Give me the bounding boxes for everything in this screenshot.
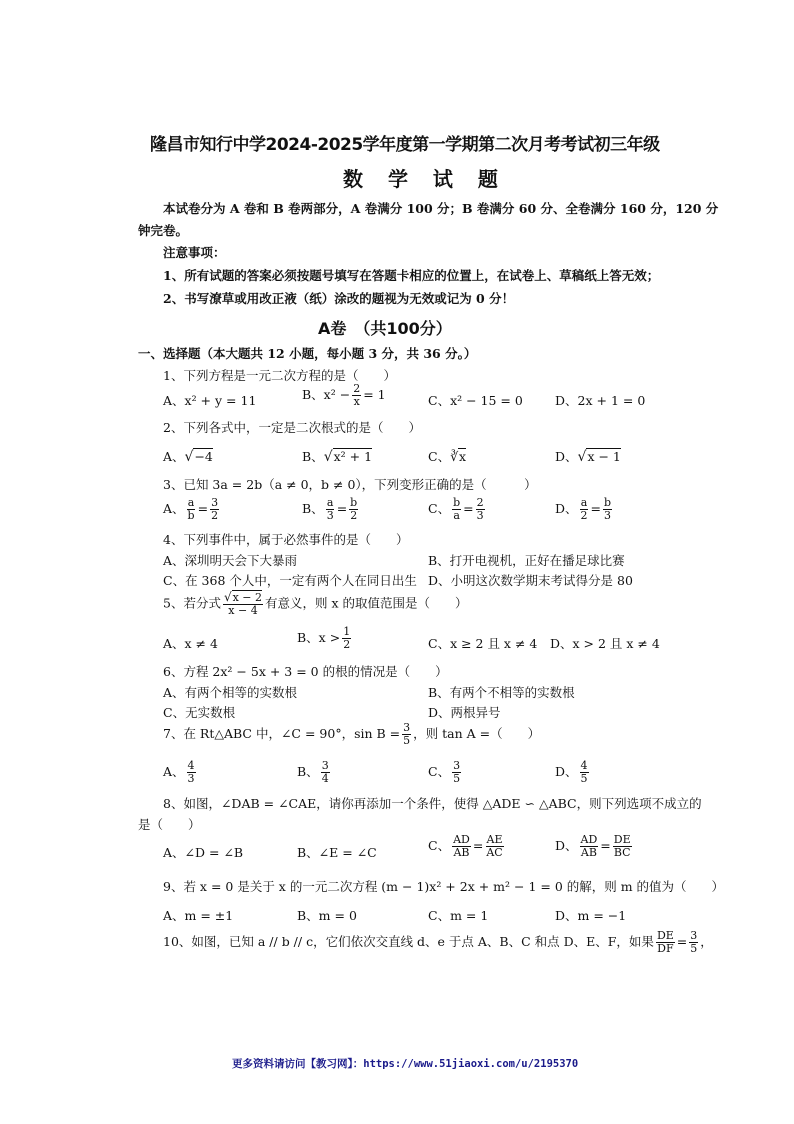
q2-option-c: C、∛x: [428, 449, 467, 464]
q2-option-d: D、√x − 1: [555, 449, 621, 465]
part-heading: 一、选择题（本大题共 12 小题，每小题 3 分，共 36 分。）: [138, 346, 477, 361]
q4-option-c: C、在 368 个人中，一定有两个人在同日出生: [163, 573, 417, 588]
q7-option-d: D、 $\frac{4}{5}$: [555, 759, 588, 785]
question-3-stem: 3、已知 3a = 2b（a ≠ 0，b ≠ 0），下列变形正确的是（ ）: [163, 477, 537, 492]
question-1-stem: 1、下列方程是一元二次方程的是（ ）: [163, 368, 396, 383]
q7-option-c: C、 $\frac{3}{5}$: [428, 759, 461, 785]
notice-label: 注意事项：: [163, 245, 226, 260]
intro-line-2: 钟完卷。: [138, 223, 189, 238]
q6-option-a: A、有两个相等的实数根: [163, 685, 298, 700]
q4-option-b: B、打开电视机，正好在播足球比赛: [428, 553, 625, 568]
q2-option-b: B、√x² + 1: [302, 449, 373, 465]
q1-option-b: B、x² − $\frac{2}{x}$ = 1: [302, 382, 386, 408]
q3-option-d: D、 $\frac{a}{2}$ = $\frac{b}{3}$: [555, 496, 612, 522]
q1-option-d: D、2x + 1 = 0: [555, 393, 646, 408]
q2-option-a: A、√−4: [163, 449, 213, 465]
intro-line-1: 本试卷分为 A 卷和 B 卷两部分，A 卷满分 100 分；B 卷满分 60 分、全卷满分 160 分，120 分: [163, 201, 719, 216]
q3-option-c: C、 $\frac{b}{a}$ = $\frac{2}{3}$: [428, 496, 484, 522]
exam-subtitle: 数 学 试 题: [343, 167, 507, 191]
q5-option-a: A、x ≠ 4: [163, 636, 218, 651]
q4-option-d: D、小明这次数学期末考试得分是 80: [428, 573, 633, 588]
question-6-stem: 6、方程 2x² − 5x + 3 = 0 的根的情况是（ ）: [163, 664, 448, 679]
question-7-stem: 7、在 Rt△ABC 中，∠C = 90°，sin B = $\frac{3}{5}$ ，则 tan A =（ ）: [163, 721, 541, 747]
question-10-stem: 10、如图，已知 a // b // c，它们依次交直线 d、e 于点 A、B、C 和点 D、E、F，如果 $\frac{DE}{DF}$ = $\frac{3}{5}$ ，: [163, 929, 713, 955]
q3-option-a: A、 $\frac{a}{b}$ = $\frac{3}{2}$: [163, 496, 219, 522]
q6-option-c: C、无实数根: [163, 705, 236, 720]
q1-option-a: A、x² + y = 11: [163, 393, 257, 408]
q7-option-a: A、 $\frac{4}{3}$: [163, 759, 195, 785]
q9-option-b: B、m = 0: [297, 908, 357, 923]
q5-option-c: C、x ≥ 2 且 x ≠ 4: [428, 636, 538, 651]
question-8-stem-line-1: 8、如图，∠DAB = ∠CAE，请你再添加一个条件，使得 △ADE ∽ △ABC，则下列选项不成立的: [163, 796, 702, 811]
q8-option-d: D、 $\frac{AD}{AB}$ = $\frac{DE}{BC}$: [555, 833, 631, 859]
q8-option-a: A、∠D = ∠B: [163, 845, 244, 860]
q9-option-d: D、m = −1: [555, 908, 627, 923]
q4-option-a: A、深圳明天会下大暴雨: [163, 553, 298, 568]
question-4-stem: 4、下列事件中，属于必然事件的是（ ）: [163, 532, 409, 547]
q8-option-b: B、∠E = ∠C: [297, 845, 377, 860]
q5-option-b: B、x > $\frac{1}{2}$: [297, 625, 351, 651]
q9-option-c: C、m = 1: [428, 908, 489, 923]
q5-option-d: D、x > 2 且 x ≠ 4: [550, 636, 660, 651]
q9-option-a: A、m = ±1: [163, 908, 234, 923]
notice-item-1: 1、所有试题的答案必须按题号填写在答题卡相应的位置上，在试卷上、草稿纸上答无效；: [163, 268, 660, 283]
question-5-stem: 5、若分式 $\frac{√x - 2}{x - 4}$ 有意义，则 x 的取值范围是（ ）: [163, 590, 468, 617]
q6-option-b: B、有两个不相等的实数根: [428, 685, 575, 700]
exam-title: 隆昌市知行中学2024-2025学年度第一学期第二次月考考试初三年级: [150, 135, 660, 155]
notice-item-2: 2、书写潦草或用改正液（纸）涂改的题视为无效或记为 0 分！: [163, 291, 515, 306]
q7-option-b: B、 $\frac{3}{4}$: [297, 759, 329, 785]
question-9-stem: 9、若 x = 0 是关于 x 的一元二次方程 (m − 1)x² + 2x + m² − 1 = 0 的解，则 m 的值为（ ）: [163, 879, 725, 894]
q6-option-d: D、两根异号: [428, 705, 501, 720]
q3-option-b: B、 $\frac{a}{3}$ = $\frac{b}{2}$: [302, 496, 358, 522]
section-title: A卷 （共100分）: [318, 319, 452, 338]
q8-option-c: C、 $\frac{AD}{AB}$ = $\frac{AE}{AC}$: [428, 833, 503, 859]
footer-link[interactable]: 更多资料请访问【教习网】：https://www.51jiaoxi.com/u/2195370: [232, 1058, 579, 1070]
question-2-stem: 2、下列各式中，一定是二次根式的是（ ）: [163, 420, 421, 435]
q1-option-c: C、x² − 15 = 0: [428, 393, 523, 408]
question-8-stem-line-2: 是（ ）: [138, 817, 201, 832]
